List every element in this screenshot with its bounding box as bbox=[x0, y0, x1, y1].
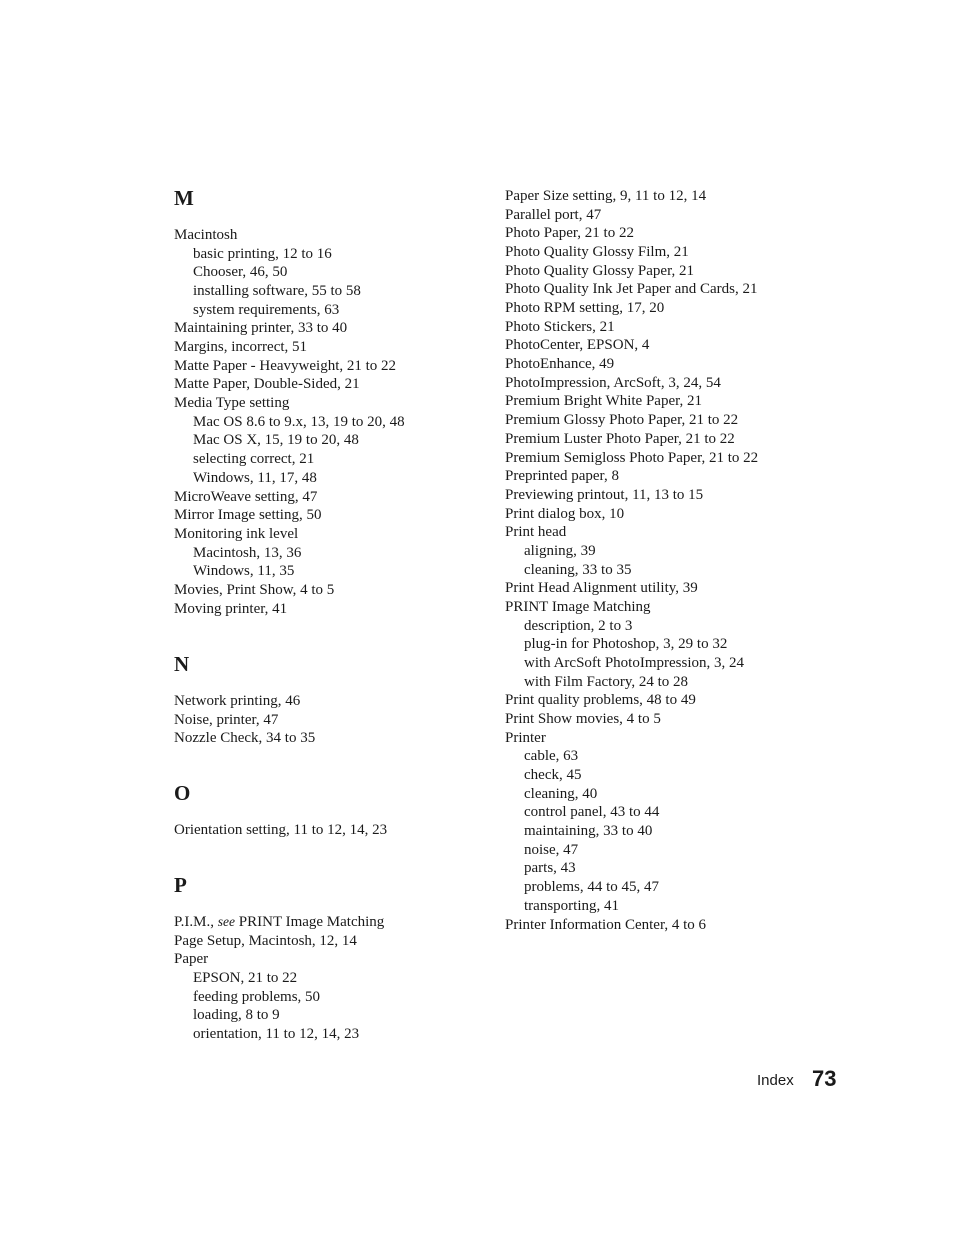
index-entry: MicroWeave setting, 47 bbox=[174, 488, 318, 505]
index-entry: Print quality problems, 48 to 49 bbox=[505, 692, 696, 709]
index-subentry: parts, 43 bbox=[524, 860, 576, 877]
index-subentry: check, 45 bbox=[524, 767, 582, 784]
index-subentry: cleaning, 40 bbox=[524, 785, 598, 802]
index-entry: Macintosh bbox=[174, 227, 238, 243]
index-entry: PRINT Image Matching bbox=[505, 598, 651, 615]
index-entry: Printer bbox=[505, 729, 546, 746]
index-entry: Photo Stickers, 21 bbox=[505, 318, 615, 335]
index-entry: Parallel port, 47 bbox=[505, 206, 602, 223]
index-entry: Paper Size setting, 9, 11 to 12, 14 bbox=[505, 188, 707, 204]
index-entry: Premium Semigloss Photo Paper, 21 to 22 bbox=[505, 449, 759, 466]
index-entry: Movies, Print Show, 4 to 5 bbox=[174, 581, 335, 598]
index-subentry: description, 2 to 3 bbox=[524, 617, 633, 634]
index-entry: Preprinted paper, 8 bbox=[505, 468, 619, 485]
index-subentry: with Film Factory, 24 to 28 bbox=[524, 673, 689, 690]
section-letter: O bbox=[174, 781, 191, 805]
index-entry: PhotoImpression, ArcSoft, 3, 24, 54 bbox=[505, 374, 721, 391]
index-subentry: Windows, 11, 35 bbox=[193, 563, 295, 580]
section-letter: M bbox=[174, 186, 194, 210]
index-entry: Monitoring ink level bbox=[174, 525, 299, 542]
index-entry: Mirror Image setting, 50 bbox=[174, 507, 322, 524]
index-entry: Printer Information Center, 4 to 6 bbox=[505, 916, 707, 933]
index-subentry: loading, 8 to 9 bbox=[193, 1007, 280, 1024]
index-entry: Photo Quality Ink Jet Paper and Cards, 21 bbox=[505, 281, 758, 298]
index-entry: Print dialog box, 10 bbox=[505, 505, 625, 522]
page-number: 73 bbox=[812, 1066, 837, 1091]
index-subentry: Windows, 11, 17, 48 bbox=[193, 469, 317, 486]
index-subentry: selecting correct, 21 bbox=[193, 451, 315, 468]
index-entry: Photo RPM setting, 17, 20 bbox=[505, 300, 665, 317]
index-entry: Moving printer, 41 bbox=[174, 600, 288, 617]
index-entry: Photo Quality Glossy Film, 21 bbox=[505, 244, 689, 261]
index-entry: P.I.M., see PRINT Image Matching bbox=[174, 914, 385, 930]
index-subentry: plug-in for Photoshop, 3, 29 to 32 bbox=[524, 636, 728, 653]
index-subentry: system requirements, 63 bbox=[193, 301, 340, 318]
index-subentry: Mac OS 8.6 to 9.x, 13, 19 to 20, 48 bbox=[193, 413, 405, 430]
index-entry: Margins, incorrect, 51 bbox=[174, 339, 308, 356]
footer-label: Index bbox=[757, 1072, 794, 1089]
index-entry: Previewing printout, 11, 13 to 15 bbox=[505, 486, 704, 503]
index-entry: Nozzle Check, 34 to 35 bbox=[174, 730, 316, 747]
index-entry: Orientation setting, 11 to 12, 14, 23 bbox=[174, 822, 388, 838]
index-subentry: Macintosh, 13, 36 bbox=[193, 544, 302, 561]
index-entry: Matte Paper, Double-Sided, 21 bbox=[174, 376, 360, 393]
index-subentry: noise, 47 bbox=[524, 841, 579, 858]
index-subentry: control panel, 43 to 44 bbox=[524, 804, 660, 821]
index-entry: Print head bbox=[505, 524, 567, 541]
index-subentry: feeding problems, 50 bbox=[193, 988, 321, 1005]
index-entry: PhotoCenter, EPSON, 4 bbox=[505, 337, 650, 354]
index-entry: Print Show movies, 4 to 5 bbox=[505, 711, 661, 728]
index-entry: Premium Glossy Photo Paper, 21 to 22 bbox=[505, 412, 739, 429]
index-subentry: Chooser, 46, 50 bbox=[193, 264, 288, 281]
index-entry: Photo Paper, 21 to 22 bbox=[505, 225, 634, 242]
index-subentry: installing software, 55 to 58 bbox=[193, 283, 361, 300]
section-letter: N bbox=[174, 652, 190, 676]
index-subentry: EPSON, 21 to 22 bbox=[193, 970, 298, 987]
index-subentry: cable, 63 bbox=[524, 748, 579, 765]
index-entry: Maintaining printer, 33 to 40 bbox=[174, 320, 348, 337]
index-entry: Premium Bright White Paper, 21 bbox=[505, 393, 703, 410]
index-subentry: basic printing, 12 to 16 bbox=[193, 245, 332, 262]
index-entry: Noise, printer, 47 bbox=[174, 711, 279, 728]
index-entry: Print Head Alignment utility, 39 bbox=[505, 580, 698, 597]
index-entry: Page Setup, Macintosh, 12, 14 bbox=[174, 932, 357, 949]
see-reference: see bbox=[217, 914, 236, 929]
index-entry: Paper bbox=[174, 951, 209, 968]
index-subentry: maintaining, 33 to 40 bbox=[524, 823, 653, 840]
index-entry: Photo Quality Glossy Paper, 21 bbox=[505, 262, 694, 279]
index-entry: Media Type setting bbox=[174, 395, 290, 412]
index-subentry: orientation, 11 to 12, 14, 23 bbox=[193, 1026, 360, 1043]
index-subentry: problems, 44 to 45, 47 bbox=[524, 879, 659, 896]
index-subentry: with ArcSoft PhotoImpression, 3, 24 bbox=[524, 655, 744, 671]
index-entry: PhotoEnhance, 49 bbox=[505, 356, 615, 373]
index-subentry: transporting, 41 bbox=[524, 897, 619, 914]
section-letter: P bbox=[174, 873, 187, 897]
index-subentry: aligning, 39 bbox=[524, 542, 596, 559]
index-entry: Network printing, 46 bbox=[174, 693, 301, 709]
index-subentry: Mac OS X, 15, 19 to 20, 48 bbox=[193, 432, 359, 449]
index-subentry: cleaning, 33 to 35 bbox=[524, 561, 632, 578]
index-entry: Matte Paper - Heavyweight, 21 to 22 bbox=[174, 357, 397, 374]
index-entry: Premium Luster Photo Paper, 21 to 22 bbox=[505, 430, 735, 447]
